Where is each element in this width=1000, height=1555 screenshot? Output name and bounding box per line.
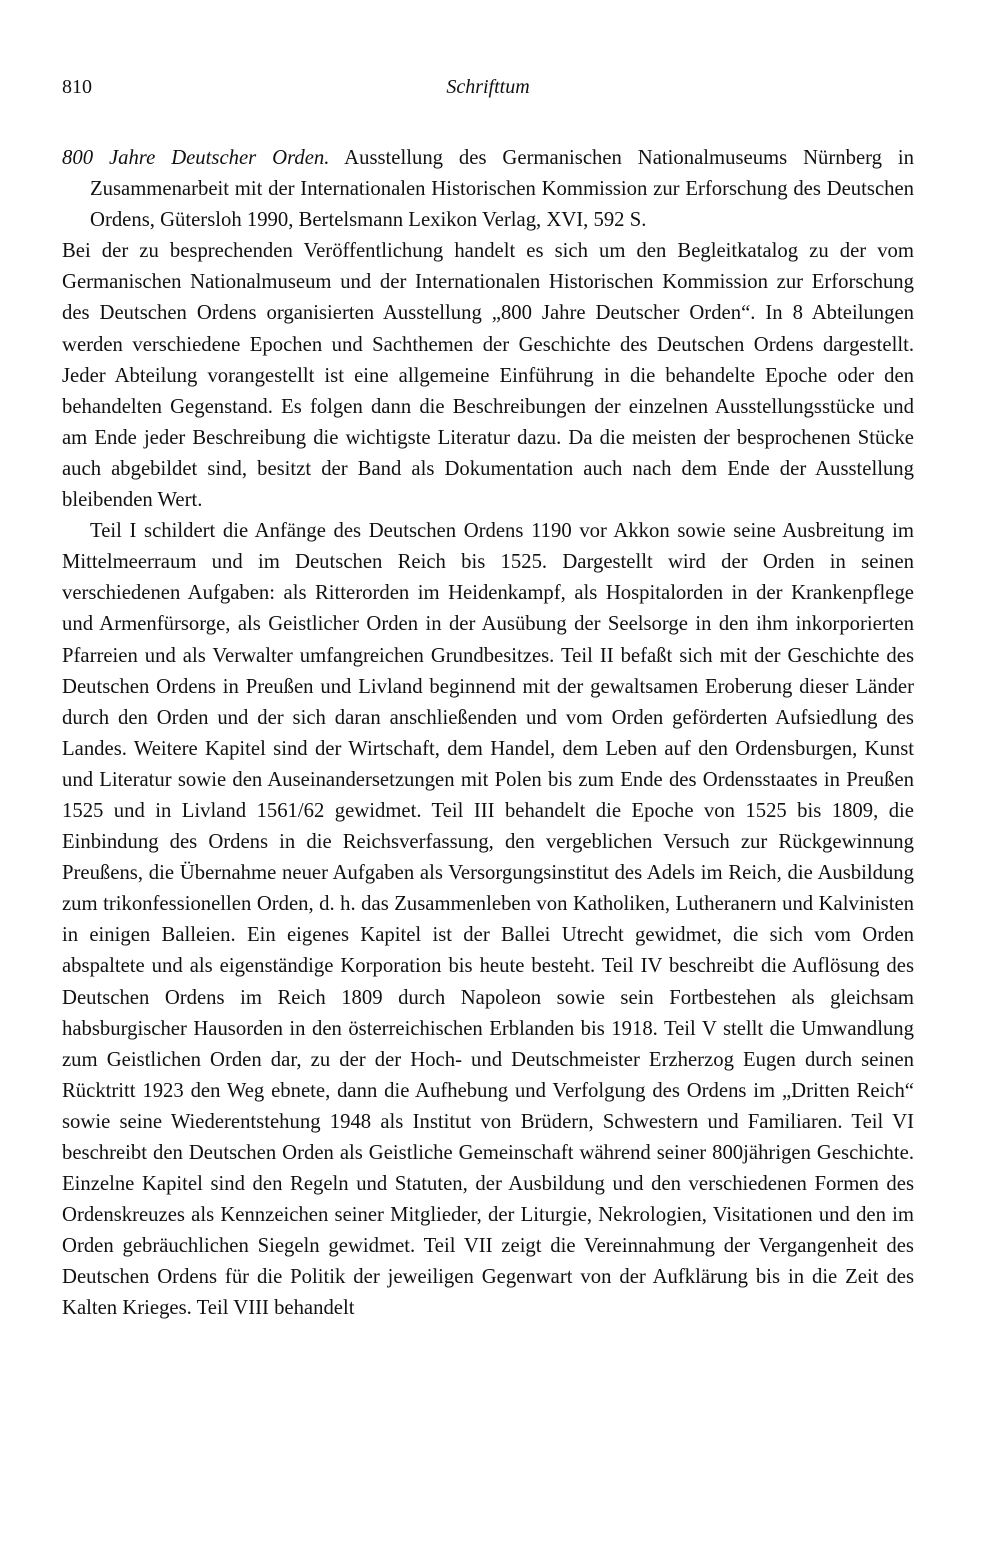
citation-details: Ausstellung des Germanischen Nationalmuseums Nürnberg in Zusammenarbeit mit der Internationalen Historischen Kommission zur Erforschung des Deutschen Ordens, Gütersloh 1990, Bertelsmann Lexikon Verlag, XVI, 592 S. (90, 147, 915, 232)
bibliographic-citation (62, 143, 914, 236)
paragraph-contents: Teil I schildert die Anfänge des Deutschen Ordens 1190 vor Akkon sowie seine Ausbreitung im Mittelmeerraum und im Deutschen Reich bis 1525. Dargestellt wird der Orden in seinen verschiedenen Aufgaben: als Ritterorden im Heidenkampf, als Hospitalorden in der Krankenpflege und Armenfürsorge, als Geistlicher Orden in der Ausübung der Seelsorge in den ihm inkorporierten Pfarreien und als Verwalter umfangreichen Grundbesitzes. Teil II befaßt sich mit der Geschichte des Deutschen Ordens in Preußen und Livland beginnend mit der gewaltsamen Eroberung dieser Länder durch den Orden und der sich daran anschließenden und vom Orden geförderten Aufsiedlung des Landes. Weitere Kapitel sind der Wirtschaft, dem Handel, dem Leben auf den Ordensburgen, Kunst und Literatur sowie den Auseinandersetzungen mit Polen bis zum Ende des Ordensstaates in Preußen 1525 und in Livland 1561/62 gewidmet. Teil III behandelt die Epoche von 1525 bis 1809, die Einbindung des Ordens in die Reichsverfassung, den vergeblichen Versuch zur Rückgewinnung Preußens, die Übernahme neuer Aufgaben als Versorgungsinstitut des Adels im Reich, die Ausbildung zum trikonfessionellen Orden, d. h. das Zusammenleben von Katholiken, Lutheranern und Kalvinisten in einigen Balleien. Ein eigenes Kapitel ist der Ballei Utrecht gewidmet, die sich vom Orden abspaltete und als eigenständige Korporation bis heute besteht. Teil IV beschreibt die Auflösung des Deutschen Ordens im Reich 1809 durch Napoleon sowie sein Fortbestehen als gleichsam habsburgischer Hausorden in den österreichischen Erblanden bis 1918. Teil V stellt die Umwandlung zum Geistlichen Orden dar, zu der der Hoch- und Deutschmeister Erzherzog Eugen durch seinen Rücktritt 1923 den Weg ebnete, dann die Aufhebung und Verfolgung des Ordens im „Dritten Reich“ sowie seine Wiederentstehung 1948 als Institut von Brüdern, Schwestern und Familiaren. Teil VI beschreibt den Deutschen Orden als Geistliche Gemeinschaft während seiner 800jährigen Geschichte. Einzelne Kapitel sind den Regeln und Statuten, der Ausbildung und den verschiedenen Formen des Ordenskreuzes als Kennzeichen seiner Mitglieder, der Liturgie, Nekrologien, Visitationen und den im Orden gebräuchlichen Siegeln gewidmet. Teil VII zeigt die Vereinnahmung der Vergangenheit des Deutschen Ordens für die Politik der jeweiligen Gegenwart von der Aufklärung bis in die Zeit des Kalten Krieges. Teil VIII behandelt (62, 520, 914, 1320)
page-header (62, 76, 914, 106)
running-head: Schrifttum (446, 76, 530, 98)
citation-title: 800 Jahre Deutscher Orden. (62, 147, 330, 169)
paragraph-intro: Bei der zu besprechenden Veröffentlichung handelt es sich um den Begleitkatalog zu der vom Germanischen Nationalmuseum und der Internationalen Historischen Kommission zur Erforschung des Deutschen Ordens organisierten Ausstellung „800 Jahre Deutscher Orden“. In 8 Abteilungen werden verschiedene Epochen und Sachthemen der Geschichte des Deutschen Ordens dargestellt. Jeder Abteilung vorangestellt ist eine allgemeine Einführung in die behandelte Epoche oder den behandelten Gegenstand. Es folgen dann die Beschreibungen der einzelnen Ausstellungsstücke und am Ende jeder Beschreibung die wichtigste Literatur dazu. Da die meisten der besprochenen Stücke auch abgebildet sind, besitzt der Band als Dokumentation auch nach dem Ende der Ausstellung bleibenden Wert. (62, 240, 914, 512)
article-body (62, 143, 914, 1325)
page-number: 810 (62, 76, 92, 98)
